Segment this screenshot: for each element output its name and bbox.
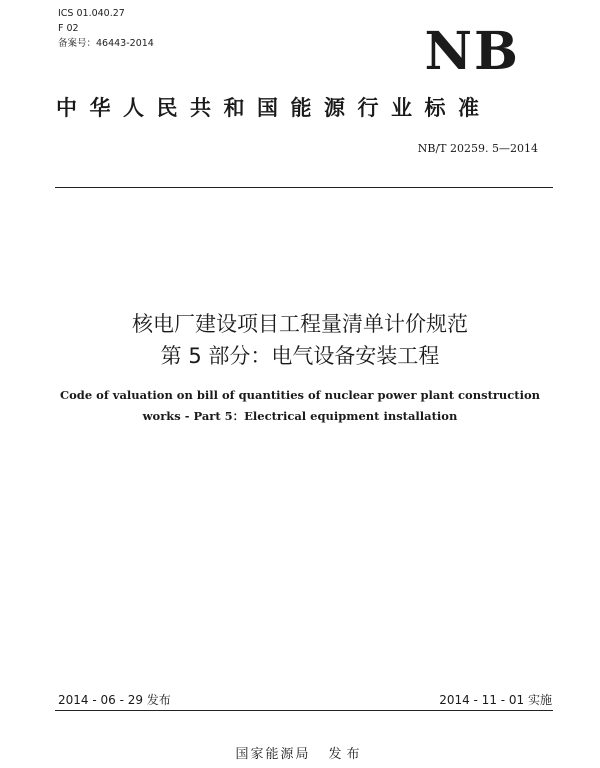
ics-code: ICS 01.040.27: [58, 8, 125, 19]
issuing-authority: [0, 743, 600, 762]
ccs-code: F 02: [58, 23, 79, 34]
standard-type-heading: 中华人民共和国能源行业标准: [56, 96, 492, 120]
issue-date: 2014 - 06 - 29 发布: [58, 693, 171, 707]
top-divider: [55, 187, 553, 188]
implementation-date: 2014 - 11 - 01 实施: [439, 693, 552, 707]
standard-number: NB/T 20259. 5—2014: [417, 142, 538, 155]
filing-number: 备案号：46443-2014: [58, 38, 154, 49]
bottom-divider: [55, 710, 553, 711]
issuer-action: 发布: [328, 747, 365, 762]
chinese-title-line-1: 核电厂建设项目工程量清单计价规范: [132, 312, 468, 336]
issuer-organization: 国家能源局: [235, 747, 311, 762]
chinese-title-line-2: 第 5 部分：电气设备安装工程: [160, 344, 440, 368]
classification-block: [58, 6, 154, 51]
english-title-line-1: Code of valuation on bill of quantities of nuclear power plant construction: [59, 388, 541, 402]
nb-logo: NB: [424, 21, 520, 82]
english-title-line-2: works - Part 5：Electrical equipment installation: [142, 409, 458, 423]
